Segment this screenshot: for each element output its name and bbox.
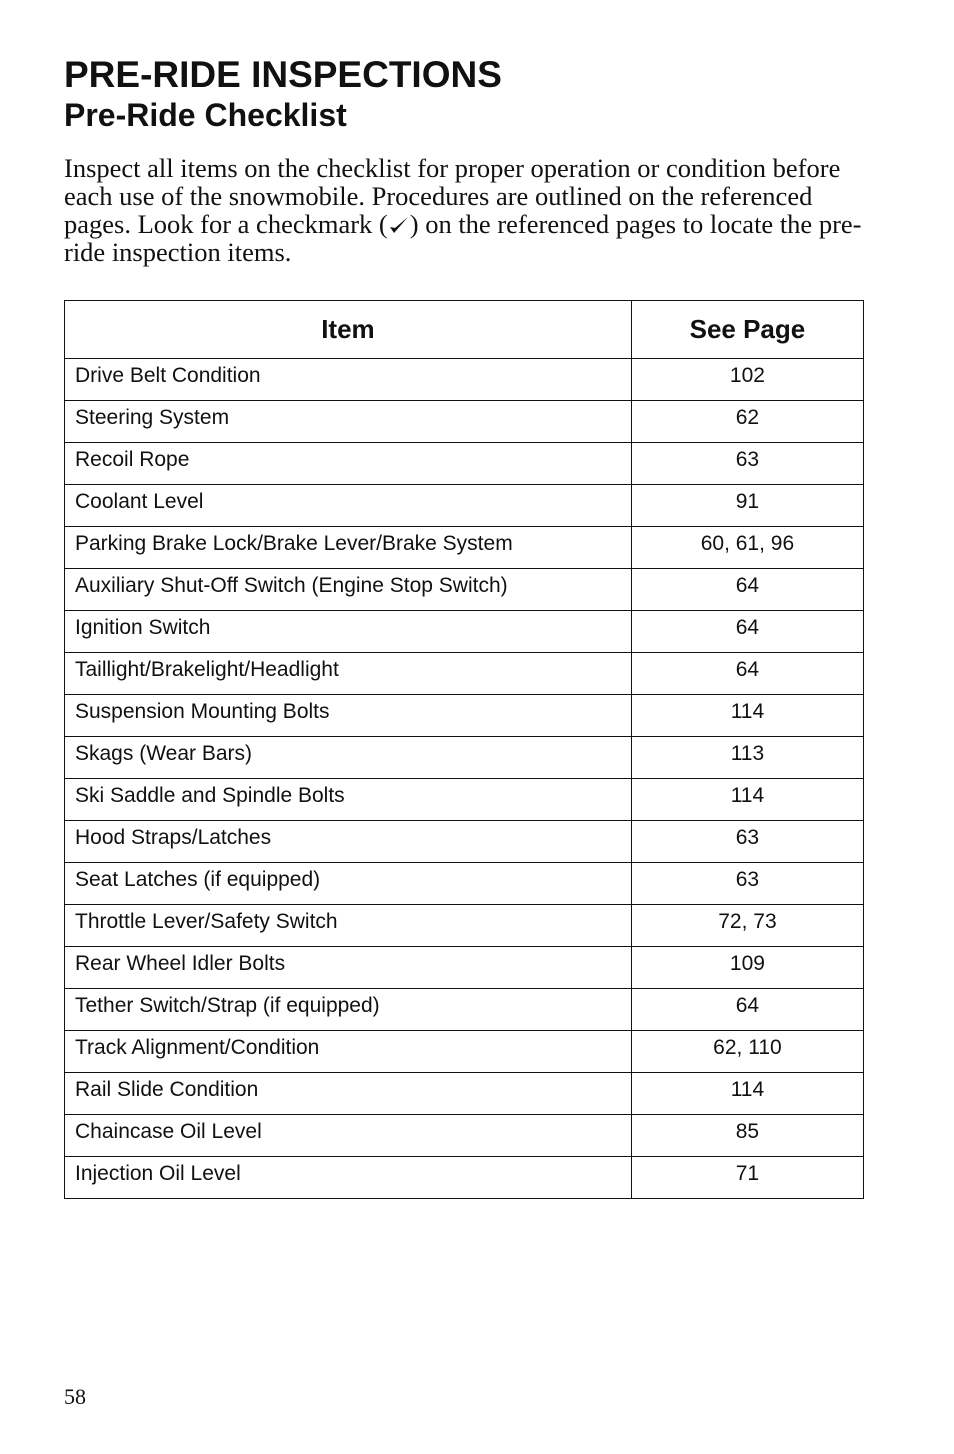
checkmark-icon — [388, 214, 410, 236]
table-row — [65, 863, 864, 905]
page-number: 58 — [64, 1384, 86, 1409]
table-row — [65, 905, 864, 947]
checklist-page-ref: 91 — [631, 485, 863, 527]
checklist-page-ref: 109 — [631, 947, 863, 989]
checklist-item: Tether Switch/Strap (if equipped) — [65, 989, 632, 1031]
table-row — [65, 821, 864, 863]
table-row — [65, 1073, 864, 1115]
table-row — [65, 653, 864, 695]
table-row — [65, 779, 864, 821]
table-row — [65, 1115, 864, 1157]
checklist-item: Chaincase Oil Level — [65, 1115, 632, 1157]
checklist-item: Throttle Lever/Safety Switch — [65, 905, 632, 947]
checklist-page-ref: 102 — [631, 359, 863, 401]
intro-text-start: Inspect all items on the checklist for proper operation or condition before each use of the snowmobile. Procedures are outlined on the referenced pages. Look for a checkmark ( — [64, 153, 841, 239]
table-row — [65, 569, 864, 611]
table-row — [65, 695, 864, 737]
checklist-item: Track Alignment/Condition — [65, 1031, 632, 1073]
table-row — [65, 947, 864, 989]
checklist-item: Parking Brake Lock/Brake Lever/Brake System — [65, 527, 632, 569]
checklist-item: Ski Saddle and Spindle Bolts — [65, 779, 632, 821]
page-title: PRE-RIDE INSPECTIONS — [64, 54, 502, 95]
section-subtitle: Pre-Ride Checklist — [64, 97, 347, 133]
checklist-item: Rear Wheel Idler Bolts — [65, 947, 632, 989]
table-row — [65, 359, 864, 401]
table-row — [65, 989, 864, 1031]
checklist-page-ref: 60, 61, 96 — [631, 527, 863, 569]
table-body — [65, 359, 864, 1199]
checklist-item: Hood Straps/Latches — [65, 821, 632, 863]
checklist-page-ref: 114 — [631, 1073, 863, 1115]
checklist-page-ref: 62 — [631, 401, 863, 443]
checklist-item: Auxiliary Shut-Off Switch (Engine Stop Switch) — [65, 569, 632, 611]
table-row — [65, 401, 864, 443]
checklist-page-ref: 72, 73 — [631, 905, 863, 947]
checklist-item: Coolant Level — [65, 485, 632, 527]
checklist-item: Rail Slide Condition — [65, 1073, 632, 1115]
checklist-page-ref: 62, 110 — [631, 1031, 863, 1073]
checklist-page-ref: 113 — [631, 737, 863, 779]
checklist-page-ref: 64 — [631, 569, 863, 611]
table-row — [65, 611, 864, 653]
checklist-page-ref: 114 — [631, 779, 863, 821]
checklist-item: Skags (Wear Bars) — [65, 737, 632, 779]
intro-paragraph — [64, 154, 874, 266]
checklist-page-ref: 114 — [631, 695, 863, 737]
intro-text-end: ) on the referenced pages to locate the pre-ride inspection items. — [64, 209, 862, 267]
checklist-item: Ignition Switch — [65, 611, 632, 653]
table-row — [65, 1157, 864, 1199]
checklist-item: Suspension Mounting Bolts — [65, 695, 632, 737]
checklist-item: Seat Latches (if equipped) — [65, 863, 632, 905]
checklist-item: Steering System — [65, 401, 632, 443]
pre-ride-checklist-table — [64, 300, 864, 1199]
table-row — [65, 737, 864, 779]
table-row — [65, 1031, 864, 1073]
checklist-page-ref: 64 — [631, 611, 863, 653]
table-header-row — [65, 301, 864, 359]
checklist-page-ref: 64 — [631, 989, 863, 1031]
checklist-item: Drive Belt Condition — [65, 359, 632, 401]
checklist-page-ref: 71 — [631, 1157, 863, 1199]
checklist-page-ref: 64 — [631, 653, 863, 695]
checklist-page-ref: 63 — [631, 821, 863, 863]
table-row — [65, 485, 864, 527]
table-row — [65, 527, 864, 569]
checklist-page-ref: 85 — [631, 1115, 863, 1157]
checklist-item: Injection Oil Level — [65, 1157, 632, 1199]
checklist-page-ref: 63 — [631, 443, 863, 485]
column-header-item: Item — [65, 301, 632, 359]
checklist-item: Recoil Rope — [65, 443, 632, 485]
checklist-item: Taillight/Brakelight/Headlight — [65, 653, 632, 695]
column-header-see-page: See Page — [631, 301, 863, 359]
checklist-page-ref: 63 — [631, 863, 863, 905]
table-row — [65, 443, 864, 485]
